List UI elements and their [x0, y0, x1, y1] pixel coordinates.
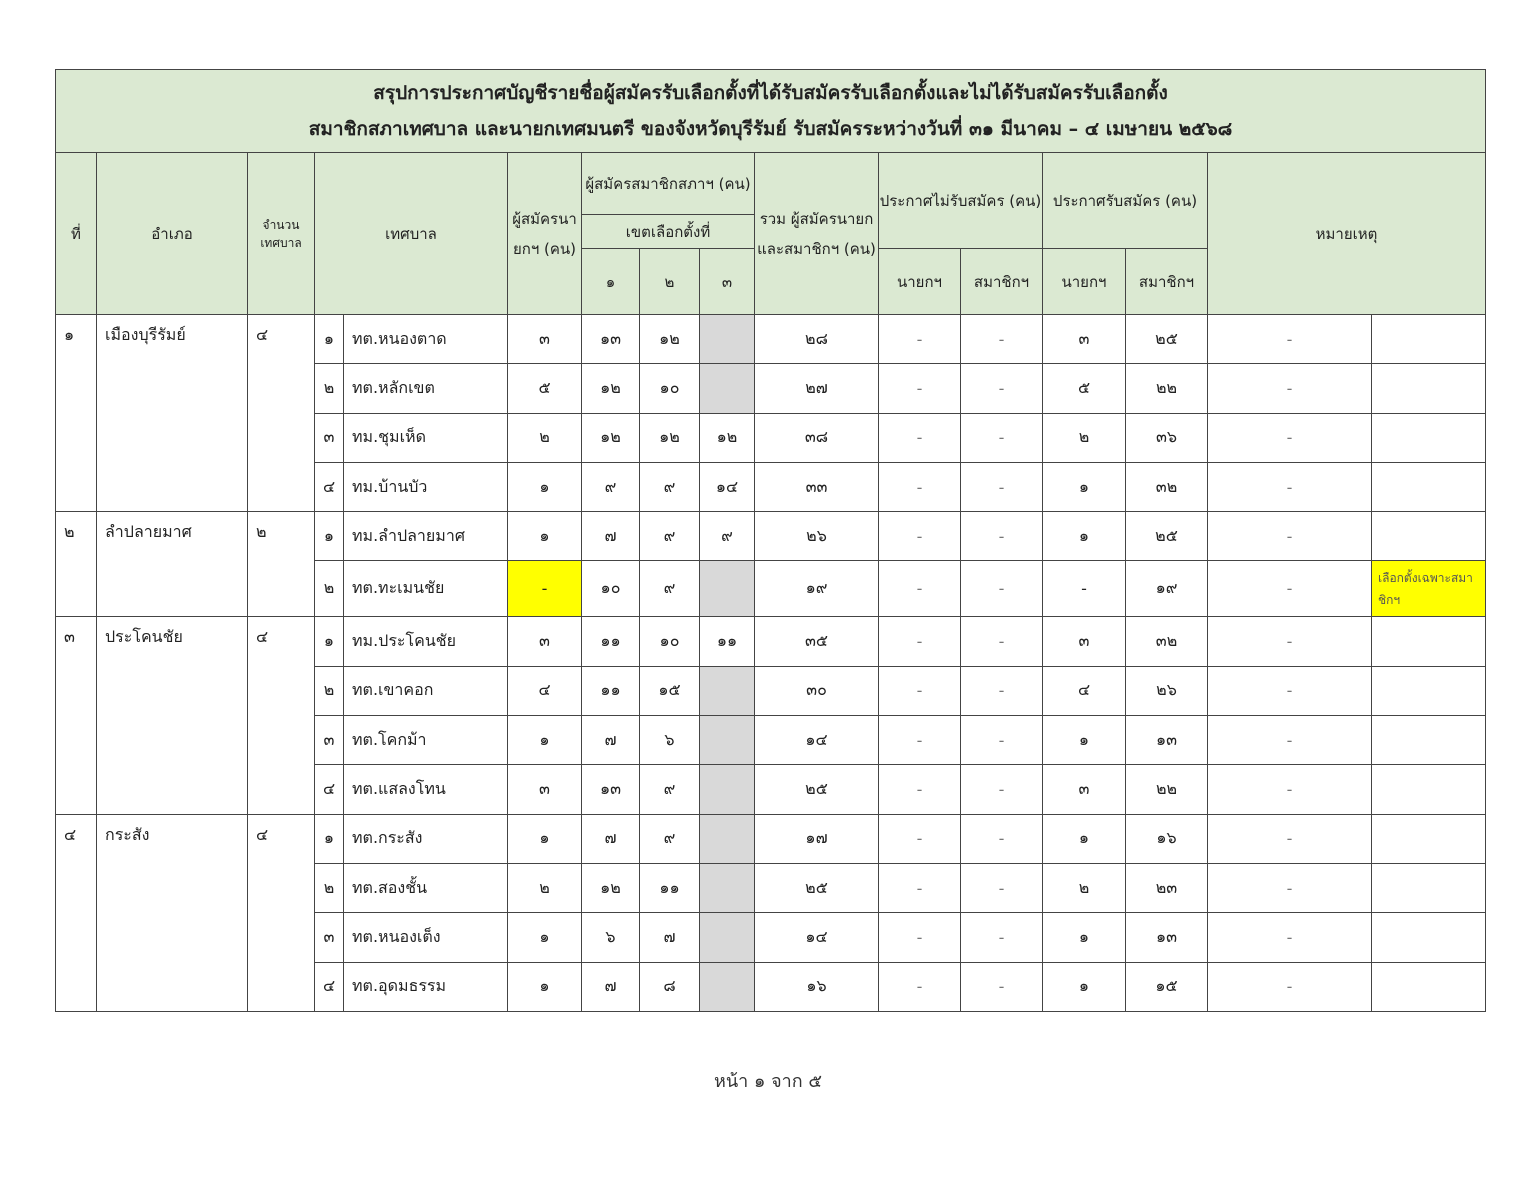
mayor-applicants: ๑	[508, 913, 582, 962]
total-applicants: ๑๔	[755, 716, 879, 765]
total-applicants: ๒๕	[755, 863, 879, 912]
zone-1-applicants: ๗	[582, 512, 640, 561]
row-index: ๑	[315, 512, 344, 561]
row-index: ๔	[315, 962, 344, 1011]
mayor-applicants: ๑	[508, 462, 582, 511]
row-index: ๓	[315, 716, 344, 765]
mayor-applicants: ๔	[508, 666, 582, 715]
zone-1-applicants: ๑๐	[582, 561, 640, 617]
row-index: ๑	[315, 315, 344, 364]
remark: -	[1208, 364, 1372, 413]
district-no: ๓	[56, 617, 97, 814]
mayor-applicants: ๑	[508, 814, 582, 863]
remark: -	[1208, 716, 1372, 765]
accepted-member: ๑๓	[1126, 716, 1208, 765]
table-title	[56, 70, 1486, 153]
remark-note-text: เลือกตั้งเฉพาะสมาชิกฯ	[1378, 570, 1473, 607]
zone-1-applicants: ๙	[582, 462, 640, 511]
header-no: ที่	[56, 153, 97, 315]
header-constituency: เขตเลือกตั้งที่	[582, 215, 755, 249]
municipality-name: ทต.แสลงโทน	[344, 765, 508, 814]
remark-note	[1372, 814, 1486, 863]
rejected-member: -	[961, 863, 1043, 912]
header-accepted: ประกาศรับสมัคร (คน)	[1043, 153, 1208, 249]
rejected-member: -	[961, 913, 1043, 962]
accepted-mayor: ๓	[1043, 765, 1126, 814]
row-index: ๒	[315, 364, 344, 413]
zone-2-applicants: ๑๐	[640, 617, 700, 666]
rejected-mayor: -	[879, 666, 961, 715]
remark-note	[1372, 765, 1486, 814]
zone-3-applicants	[700, 962, 755, 1011]
rejected-mayor: -	[879, 561, 961, 617]
zone-3-applicants	[700, 863, 755, 912]
municipality-name: ทต.กระสัง	[344, 814, 508, 863]
rejected-mayor: -	[879, 716, 961, 765]
zone-1-applicants: ๑๓	[582, 315, 640, 364]
zone-3-applicants	[700, 364, 755, 413]
municipality-name: ทต.หนองเต็ง	[344, 913, 508, 962]
header-council-applicants: ผู้สมัครสมาชิกสภาฯ (คน)	[582, 153, 755, 215]
row-index: ๒	[315, 666, 344, 715]
remark-note	[1372, 666, 1486, 715]
district-name: กระสัง	[97, 814, 248, 1011]
remark-note	[1372, 617, 1486, 666]
row-index: ๔	[315, 765, 344, 814]
district-name: เมืองบุรีรัมย์	[97, 315, 248, 512]
remark-note	[1372, 413, 1486, 462]
accepted-member: ๑๓	[1126, 913, 1208, 962]
accepted-mayor: ๕	[1043, 364, 1126, 413]
rejected-mayor: -	[879, 814, 961, 863]
municipality-name: ทม.บ้านบัว	[344, 462, 508, 511]
header-rejected-mayor: นายกฯ	[879, 249, 961, 315]
municipality-name: ทม.ลำปลายมาศ	[344, 512, 508, 561]
zone-1-applicants: ๖	[582, 913, 640, 962]
zone-3-applicants	[700, 315, 755, 364]
zone-3-applicants: ๑๒	[700, 413, 755, 462]
accepted-mayor: ๑	[1043, 462, 1126, 511]
mayor-applicants: ๓	[508, 617, 582, 666]
municipality-count: ๔	[248, 617, 315, 814]
zone-1-applicants: ๑๒	[582, 364, 640, 413]
remark-note	[1372, 913, 1486, 962]
total-applicants: ๑๗	[755, 814, 879, 863]
zone-3-applicants: ๙	[700, 512, 755, 561]
rejected-member: -	[961, 561, 1043, 617]
zone-2-applicants: ๖	[640, 716, 700, 765]
rejected-member: -	[961, 962, 1043, 1011]
zone-2-applicants: ๙	[640, 512, 700, 561]
total-applicants: ๑๔	[755, 913, 879, 962]
accepted-mayor: ๑	[1043, 814, 1126, 863]
rejected-mayor: -	[879, 462, 961, 511]
rejected-member: -	[961, 617, 1043, 666]
total-applicants: ๒๖	[755, 512, 879, 561]
zone-1-applicants: ๑๑	[582, 666, 640, 715]
table-row	[56, 512, 1486, 561]
row-index: ๔	[315, 462, 344, 511]
row-index: ๒	[315, 561, 344, 617]
zone-1-applicants: ๗	[582, 814, 640, 863]
accepted-mayor: ๔	[1043, 666, 1126, 715]
district-name: ประโคนชัย	[97, 617, 248, 814]
rejected-member: -	[961, 364, 1043, 413]
zone-3-applicants	[700, 765, 755, 814]
summary-table	[55, 69, 1486, 1012]
municipality-name: ทม.ชุมเห็ด	[344, 413, 508, 462]
header-accepted-mayor: นายกฯ	[1043, 249, 1126, 315]
rejected-mayor: -	[879, 364, 961, 413]
zone-1-applicants: ๑๒	[582, 413, 640, 462]
title-line-1: สรุปการประกาศบัญชีรายชื่อผู้สมัครรับเลือกตั้งที่ได้รับสมัครรับเลือกตั้งและไม่ได้รับสมัครรับเลือกตั้ง	[373, 82, 1168, 104]
zone-1-applicants: ๑๒	[582, 863, 640, 912]
accepted-member: ๒๒	[1126, 364, 1208, 413]
remark: -	[1208, 512, 1372, 561]
zone-1-applicants: ๗	[582, 962, 640, 1011]
municipality-count: ๔	[248, 315, 315, 512]
total-applicants: ๓๕	[755, 617, 879, 666]
zone-3-applicants	[700, 913, 755, 962]
rejected-mayor: -	[879, 913, 961, 962]
rejected-member: -	[961, 765, 1043, 814]
accepted-mayor: ๒	[1043, 413, 1126, 462]
zone-2-applicants: ๑๒	[640, 315, 700, 364]
municipality-count: ๒	[248, 512, 315, 617]
rejected-member: -	[961, 512, 1043, 561]
remark-note	[1372, 863, 1486, 912]
total-applicants: ๓๐	[755, 666, 879, 715]
total-applicants: ๑๙	[755, 561, 879, 617]
zone-3-applicants: ๑๔	[700, 462, 755, 511]
zone-3-applicants	[700, 814, 755, 863]
row-index: ๓	[315, 913, 344, 962]
zone-1-applicants: ๑๓	[582, 765, 640, 814]
mayor-applicants: ๑	[508, 716, 582, 765]
mayor-applicants: ๑	[508, 512, 582, 561]
mayor-applicants: ๒	[508, 413, 582, 462]
zone-2-applicants: ๙	[640, 814, 700, 863]
remark: -	[1208, 814, 1372, 863]
rejected-member: -	[961, 413, 1043, 462]
municipality-name: ทต.สองชั้น	[344, 863, 508, 912]
accepted-mayor: ๑	[1043, 512, 1126, 561]
zone-2-applicants: ๗	[640, 913, 700, 962]
municipality-name: ทต.หลักเขต	[344, 364, 508, 413]
rejected-mayor: -	[879, 863, 961, 912]
zone-2-applicants: ๘	[640, 962, 700, 1011]
remark: -	[1208, 863, 1372, 912]
accepted-member: ๑๙	[1126, 561, 1208, 617]
title-line-2: สมาชิกสภาเทศบาล และนายกเทศมนตรี ของจังหวัดบุรีรัมย์ รับสมัครระหว่างวันที่ ๓๑ มีนาคม – ๔ เมษายน ๒๕๖๘	[308, 118, 1233, 140]
rejected-member: -	[961, 814, 1043, 863]
rejected-mayor: -	[879, 413, 961, 462]
remark: -	[1208, 666, 1372, 715]
district-no: ๒	[56, 512, 97, 617]
remark: -	[1208, 413, 1372, 462]
mayor-applicants: ๒	[508, 863, 582, 912]
page-number: หน้า ๑ จาก ๕	[713, 1071, 823, 1092]
zone-3-applicants	[700, 666, 755, 715]
mayor-applicants: ๓	[508, 315, 582, 364]
accepted-member: ๑๕	[1126, 962, 1208, 1011]
row-index: ๑	[315, 814, 344, 863]
remark-note	[1372, 962, 1486, 1011]
mayor-applicants: ๓	[508, 765, 582, 814]
accepted-mayor: -	[1043, 561, 1126, 617]
accepted-mayor: ๑	[1043, 716, 1126, 765]
remark: -	[1208, 561, 1372, 617]
remark: -	[1208, 617, 1372, 666]
zone-3-applicants	[700, 716, 755, 765]
header-count: จำนวนเทศบาล	[248, 153, 315, 315]
zone-3-applicants: ๑๑	[700, 617, 755, 666]
rejected-member: -	[961, 716, 1043, 765]
zone-2-applicants: ๑๒	[640, 413, 700, 462]
accepted-member: ๓๖	[1126, 413, 1208, 462]
district-name: ลำปลายมาศ	[97, 512, 248, 617]
total-applicants: ๓๘	[755, 413, 879, 462]
rejected-mayor: -	[879, 765, 961, 814]
row-index: ๓	[315, 413, 344, 462]
mayor-applicants: ๑	[508, 962, 582, 1011]
municipality-name: ทต.เขาคอก	[344, 666, 508, 715]
zone-1-applicants: ๑๑	[582, 617, 640, 666]
rejected-mayor: -	[879, 617, 961, 666]
header-accepted-member: สมาชิกฯ	[1126, 249, 1208, 315]
total-applicants: ๒๗	[755, 364, 879, 413]
remark-note	[1372, 561, 1486, 617]
header-municipality: เทศบาล	[315, 153, 508, 315]
header-mayor-applicants: ผู้สมัครนายกฯ (คน)	[508, 153, 582, 315]
municipality-name: ทต.โคกม้า	[344, 716, 508, 765]
district-no: ๑	[56, 315, 97, 512]
remark: -	[1208, 462, 1372, 511]
remark-note	[1372, 315, 1486, 364]
remark: -	[1208, 765, 1372, 814]
table-row	[56, 315, 1486, 364]
zone-2-applicants: ๑๕	[640, 666, 700, 715]
header-zone-3: ๓	[700, 249, 755, 315]
accepted-member: ๑๖	[1126, 814, 1208, 863]
remark-note	[1372, 364, 1486, 413]
zone-2-applicants: ๙	[640, 765, 700, 814]
zone-2-applicants: ๙	[640, 561, 700, 617]
accepted-member: ๒๕	[1126, 512, 1208, 561]
remark: -	[1208, 315, 1372, 364]
total-applicants: ๒๕	[755, 765, 879, 814]
rejected-mayor: -	[879, 512, 961, 561]
table-row	[56, 814, 1486, 863]
accepted-member: ๒๒	[1126, 765, 1208, 814]
header-district: อำเภอ	[97, 153, 248, 315]
rejected-member: -	[961, 666, 1043, 715]
district-no: ๔	[56, 814, 97, 1011]
total-applicants: ๒๘	[755, 315, 879, 364]
remark: -	[1208, 913, 1372, 962]
total-applicants: ๑๖	[755, 962, 879, 1011]
header-rejected: ประกาศไม่รับสมัคร (คน)	[879, 153, 1043, 249]
accepted-member: ๓๒	[1126, 617, 1208, 666]
zone-2-applicants: ๑๐	[640, 364, 700, 413]
remark: -	[1208, 962, 1372, 1011]
header-zone-2: ๒	[640, 249, 700, 315]
municipality-name: ทม.ประโคนชัย	[344, 617, 508, 666]
header-total: รวม ผู้สมัครนายก และสมาชิกฯ (คน)	[755, 153, 879, 315]
rejected-member: -	[961, 315, 1043, 364]
accepted-member: ๒๖	[1126, 666, 1208, 715]
accepted-mayor: ๑	[1043, 913, 1126, 962]
rejected-mayor: -	[879, 962, 961, 1011]
accepted-member: ๓๒	[1126, 462, 1208, 511]
rejected-member: -	[961, 462, 1043, 511]
municipality-count: ๔	[248, 814, 315, 1011]
accepted-mayor: ๒	[1043, 863, 1126, 912]
municipality-name: ทต.หนองตาด	[344, 315, 508, 364]
header-rejected-member: สมาชิกฯ	[961, 249, 1043, 315]
accepted-mayor: ๑	[1043, 962, 1126, 1011]
zone-2-applicants: ๙	[640, 462, 700, 511]
municipality-name: ทต.ทะเมนชัย	[344, 561, 508, 617]
accepted-mayor: ๓	[1043, 617, 1126, 666]
accepted-member: ๒๕	[1126, 315, 1208, 364]
accepted-mayor: ๓	[1043, 315, 1126, 364]
row-index: ๑	[315, 617, 344, 666]
rejected-mayor: -	[879, 315, 961, 364]
zone-1-applicants: ๗	[582, 716, 640, 765]
accepted-member: ๒๓	[1126, 863, 1208, 912]
zone-2-applicants: ๑๑	[640, 863, 700, 912]
remark-note	[1372, 512, 1486, 561]
remark-note	[1372, 716, 1486, 765]
municipality-name: ทต.อุดมธรรม	[344, 962, 508, 1011]
remark-note	[1372, 462, 1486, 511]
row-index: ๒	[315, 863, 344, 912]
table-row	[56, 617, 1486, 666]
header-remark: หมายเหตุ	[1208, 153, 1486, 315]
header-zone-1: ๑	[582, 249, 640, 315]
zone-3-applicants	[700, 561, 755, 617]
mayor-applicants: ๕	[508, 364, 582, 413]
mayor-applicants: -	[508, 561, 582, 617]
total-applicants: ๓๓	[755, 462, 879, 511]
table-body	[56, 315, 1486, 1012]
